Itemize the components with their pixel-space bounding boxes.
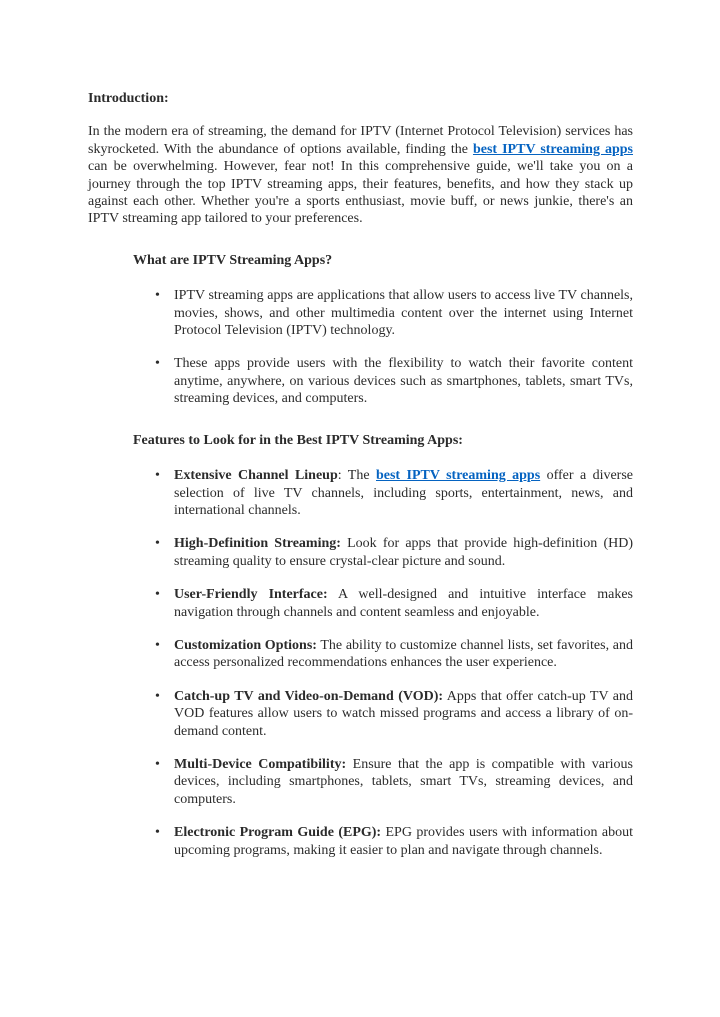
section-heading-features: Features to Look for in the Best IPTV Streaming Apps: (133, 432, 463, 448)
list-item (155, 586, 633, 621)
text-run: : The (337, 468, 376, 484)
text-run: can be overwhelming. However, fear not! In this comprehensive guide, we'll take you on a journey through the top IPTV streaming apps, their features, benefits, and how they stack up against each other. Whether you're a sports enthusiast, movie buff, or news junkie, there's an IPTV streaming app tailored to your preferences. (88, 159, 633, 227)
section-heading-what-are-iptv-apps: What are IPTV Streaming Apps? (133, 252, 333, 268)
bold-lead-text: High-Definition Streaming: (174, 536, 341, 552)
list-item (155, 535, 633, 570)
features-list (88, 467, 633, 859)
text-run: offer a diverse selection of live TV channels, including sports, entertainment, news, and international channels. (174, 468, 633, 518)
bold-lead-text: Catch-up TV and Video-on-Demand (VOD): (174, 688, 444, 704)
intro-paragraph (88, 123, 633, 227)
text-run: The ability to customize channel lists, set favorites, and access personalized recommendations enhances the user experience. (174, 637, 633, 671)
bold-lead-text: Multi-Device Compatibility: (174, 756, 347, 772)
text-run: These apps provide users with the flexibility to watch their favorite content anytime, anywhere, on various devices such as smartphones, tablets, smart TVs, streaming devices, and computers. (174, 356, 633, 407)
list-item (155, 824, 633, 859)
list-item (155, 688, 633, 740)
what-are-iptv-apps-list (88, 287, 633, 407)
text-run: EPG provides users with information about upcoming programs, making it easier to plan and navigate through channels. (174, 825, 634, 858)
list-item (155, 467, 633, 519)
text-run: IPTV streaming apps are applications that allow users to access live TV channels, movies, shows, and other multimedia content over the internet using Internet Protocol Television (IPTV) technology. (174, 288, 633, 339)
text-run: Ensure that the app is compatible with various devices, including smartphones, tablets, smart TVs, streaming devices, and computers. (174, 756, 633, 807)
text-run: In the modern era of streaming, the demand for IPTV (Internet Protocol Television) services has skyrocketed. With the abundance of options available, finding the (88, 124, 633, 157)
best-iptv-streaming-apps-link[interactable]: best IPTV streaming apps (472, 141, 633, 157)
text-run: Apps that offer catch-up TV and VOD features allow users to watch missed programs and access a library of on-demand content. (174, 688, 634, 739)
bold-lead-text: Electronic Program Guide (EPG): (174, 825, 382, 841)
text-run: Look for apps that provide high-definition (HD) streaming quality to ensure crystal-clear picture and sound. (174, 536, 633, 569)
section-heading-introduction: Introduction: (88, 91, 169, 106)
bold-lead-text: User-Friendly Interface: (174, 587, 328, 603)
bold-lead-text: Customization Options: (174, 637, 317, 653)
list-item (155, 355, 633, 407)
text-run: A well-designed and intuitive interface makes navigation through channels and content seamless and enjoyable. (174, 587, 633, 620)
list-item (155, 287, 633, 339)
best-iptv-streaming-apps-link[interactable]: best IPTV streaming apps (375, 468, 541, 484)
list-item (155, 637, 633, 672)
list-item (155, 756, 633, 808)
bold-lead-text: Extensive Channel Lineup (174, 468, 338, 484)
